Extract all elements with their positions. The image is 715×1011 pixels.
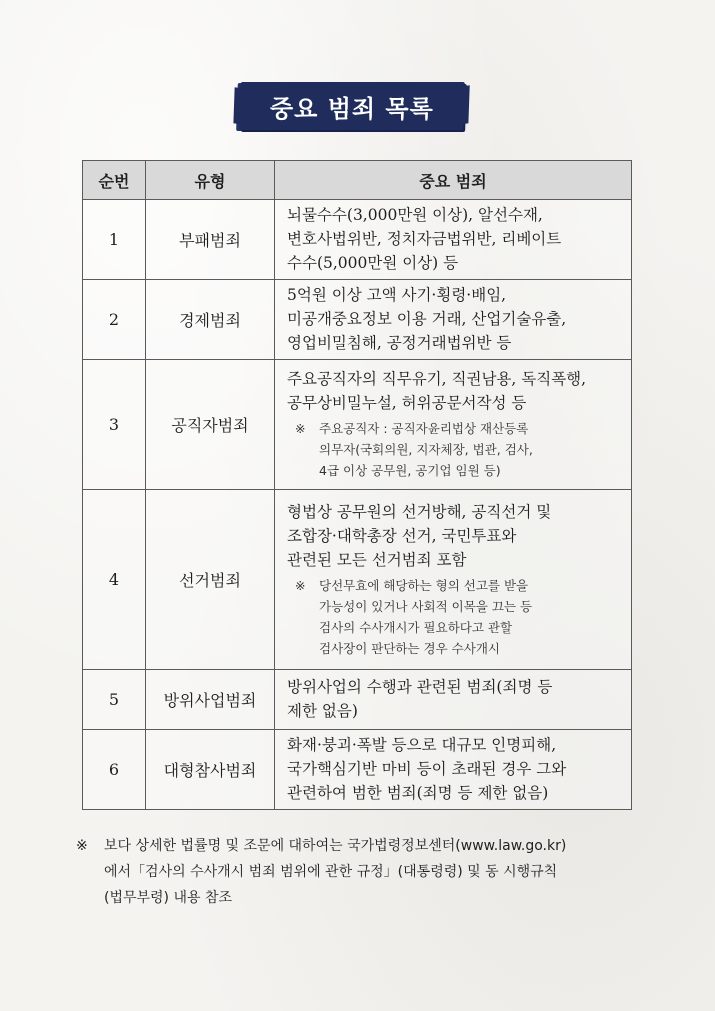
description-line: 뇌물수수(3,000만원 이상), 알선수재, — [287, 206, 543, 224]
header-no: 순번 — [83, 161, 146, 200]
description-line: 국가핵심기반 마비 등이 초래된 경우 그와 — [287, 760, 567, 778]
description-note — [287, 418, 623, 481]
description-line: 화재·붕괴·폭발 등으로 대규모 인명피해, — [287, 736, 557, 754]
note-line: 당선무효에 해당하는 형의 선고를 받을 — [319, 577, 529, 593]
table-header-row — [83, 161, 632, 200]
note-line: 4급 이상 공무원, 공기업 임원 등) — [319, 463, 501, 478]
title-banner — [239, 82, 465, 130]
crime-description — [275, 280, 632, 360]
description-line: 관련된 모든 선거범죄 포함 — [287, 550, 467, 569]
description-line: 주요공직자의 직무유기, 직권남용, 독직폭행, — [287, 370, 587, 388]
row-number: 5 — [83, 670, 146, 730]
reference-mark: ※ — [295, 577, 306, 593]
table-row — [83, 280, 632, 360]
description-line: 변호사법위반, 정치자금법위반, 리베이트 — [287, 230, 562, 248]
note-line: 의무자(국회의원, 지자체장, 법관, 검사, — [319, 442, 533, 457]
crime-description — [275, 670, 632, 730]
crime-description — [275, 730, 632, 810]
page-title: 중요 범죄 목록 — [270, 94, 434, 123]
crime-type: 선거범죄 — [146, 490, 275, 670]
table-row — [83, 730, 632, 810]
footnote — [76, 833, 642, 911]
row-number: 3 — [83, 360, 146, 490]
crime-description — [275, 360, 632, 490]
row-number: 4 — [83, 490, 146, 670]
footnote-line: 에서「검사의 수사개시 범죄 범위에 관한 규정」(대통령령) 및 동 시행규칙 — [104, 864, 558, 880]
crime-type: 경제범죄 — [146, 280, 275, 360]
row-number: 1 — [83, 200, 146, 280]
description-line: 관련하여 범한 범죄(죄명 등 제한 없음) — [287, 784, 549, 802]
row-number: 2 — [83, 280, 146, 360]
description-line: 방위사업의 수행과 관련된 범죄(죄명 등 — [287, 678, 553, 696]
reference-mark: ※ — [295, 421, 306, 436]
header-type: 유형 — [146, 161, 275, 200]
table-row — [83, 670, 632, 730]
description-line: 공무상비밀누설, 허위공문서작성 등 — [287, 394, 527, 412]
table-row — [83, 490, 632, 670]
table-row — [83, 200, 632, 280]
description-line: 영업비밀침해, 공정거래법위반 등 — [287, 334, 512, 352]
description-line: 수수(5,000만원 이상) 등 — [287, 254, 459, 272]
crime-description — [275, 200, 632, 280]
description-line: 5억원 이상 고액 사기·횡령·배임, — [287, 286, 507, 304]
description-line: 제한 없음) — [287, 702, 358, 720]
note-line: 가능성이 있거나 사회적 이목을 끄는 등 — [319, 598, 533, 614]
header-crimes: 중요 범죄 — [275, 161, 632, 200]
description-note — [287, 575, 623, 659]
footnote-line: 보다 상세한 법률명 및 조문에 대하여는 국가법령정보센터(www.law.go.kr) — [104, 838, 567, 854]
note-line: 검사의 수사개시가 필요하다고 관할 — [319, 619, 513, 635]
table-row — [83, 360, 632, 490]
row-number: 6 — [83, 730, 146, 810]
crime-description — [275, 490, 632, 670]
crime-type: 방위사업범죄 — [146, 670, 275, 730]
description-line: 조합장·대학총장 선거, 국민투표와 — [287, 526, 517, 545]
footnote-line: (법무부령) 내용 참조 — [104, 890, 233, 906]
crime-type: 부패범죄 — [146, 200, 275, 280]
reference-mark: ※ — [76, 838, 88, 854]
note-line: 검사장이 판단하는 경우 수사개시 — [319, 640, 500, 656]
crime-type: 공직자범죄 — [146, 360, 275, 490]
note-line: 주요공직자 : 공직자윤리법상 재산등록 — [319, 421, 529, 436]
description-line: 미공개중요정보 이용 거래, 산업기술유출, — [287, 310, 567, 328]
crime-type: 대형참사범죄 — [146, 730, 275, 810]
description-line: 형법상 공무원의 선거방해, 공직선거 및 — [287, 502, 552, 521]
crime-table — [82, 160, 632, 810]
